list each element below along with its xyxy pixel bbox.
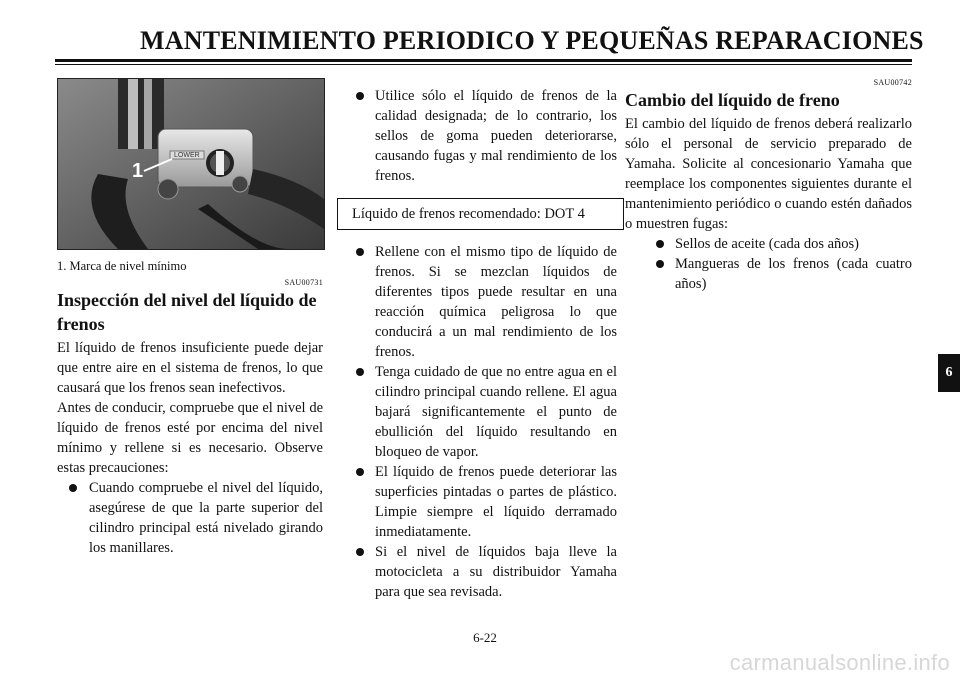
list-item: Mangueras de los frenos (cada cuatro años) [625, 254, 912, 294]
section-code: SAU00731 [284, 278, 323, 287]
figure-caption: 1. Marca de nivel mínimo [57, 259, 187, 273]
precaution-list [57, 478, 323, 558]
list-item: Tenga cuidado de que no entre agua en el cilindro principal cuando rellene. El agua bajará significantemente el punto de ebullición del líquido resultando en bloqueo de vapor. [345, 362, 617, 462]
page-number: 6-22 [473, 630, 497, 645]
chapter-tab: 6 [938, 354, 960, 392]
watermark: carmanualsonline.info [729, 650, 950, 675]
list-item: Sellos de aceite (cada dos años) [625, 234, 912, 254]
reservoir-lower-label: LOWER [174, 152, 200, 159]
brake-reservoir-illustration [58, 79, 324, 249]
column-middle [345, 86, 617, 602]
page-header-title: MANTENIMIENTO PERIODICO Y PEQUEÑAS REPARACIONES [140, 26, 924, 55]
list-item: Si el nivel de líquidos baja lleve la motocicleta a su distribuidor Yamaha para que sea revisada. [345, 542, 617, 602]
section-heading: Inspección del nivel del líquido de frenos [57, 290, 317, 334]
header-rule-thick [55, 59, 912, 62]
brake-reservoir-photo [57, 78, 325, 250]
recommended-fluid-box: Líquido de frenos recomendado: DOT 4 [337, 198, 624, 230]
list-item: Rellene con el mismo tipo de líquido de frenos. Si se mezclan líquidos de diferentes tipos puede resultar en una reacción química peligrosa lo que conducirá a un mal rendimiento de los frenos. [345, 242, 617, 362]
paragraph: Antes de conducir, compruebe que el nivel de líquido de frenos esté por encima del nivel mínimo y rellene si es necesario. Observe estas precauciones: [57, 400, 323, 476]
section-code: SAU00742 [873, 78, 912, 87]
list-item: Utilice sólo el líquido de frenos de la calidad designada; de lo contrario, los sellos de goma pueden deteriorarse, causando fugas y mal rendimiento de los frenos. [345, 86, 617, 186]
section-heading: Cambio del líquido de freno [625, 90, 840, 110]
list-item: Cuando compruebe el nivel del líquido, asegúrese de que la parte superior del cilindro principal está nivelado girando los manillares. [57, 478, 323, 558]
figure-callout-number: 1 [132, 160, 144, 182]
precaution-list [345, 86, 617, 186]
header-rule-thin [55, 64, 912, 65]
paragraph: El cambio del líquido de frenos deberá realizarlo sólo el personal de servicio preparado de Yamaha. Solicite al concesionario Yamaha que reemplace los componentes siguientes durante el mantenimiento periódico o cuando estén dañados o muestren fugas: [625, 116, 912, 232]
column-right [625, 78, 912, 294]
component-list [625, 234, 912, 294]
column-left [57, 78, 323, 558]
precaution-list [345, 242, 617, 602]
paragraph: El líquido de frenos insuficiente puede dejar que entre aire en el sistema de frenos, lo que causará que los frenos sean inefectivos. [57, 340, 323, 396]
list-item: El líquido de frenos puede deteriorar las superficies pintadas o partes de plástico. Limpie siempre el líquido derramado inmediatamente. [345, 462, 617, 542]
